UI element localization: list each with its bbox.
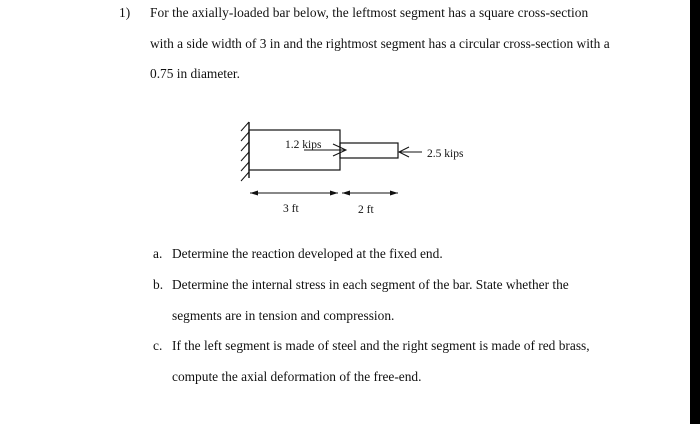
dim-arrow-left-end bbox=[330, 191, 338, 196]
dim-label-left: 3 ft bbox=[283, 203, 299, 215]
right-circular-segment bbox=[340, 143, 398, 158]
problem-line-2: with a side width of 3 in and the rightmost segment has a circular cross-section with a bbox=[150, 36, 610, 51]
dim-arrow-left-start bbox=[250, 191, 258, 196]
problem-line-3: 0.75 in diameter. bbox=[150, 66, 240, 81]
problem-number: 1) bbox=[119, 5, 131, 20]
question-b-label: b. bbox=[153, 277, 164, 292]
question-a-label: a. bbox=[153, 246, 163, 261]
window-edge bbox=[690, 0, 700, 424]
question-c-label: c. bbox=[153, 338, 163, 353]
question-b-line-1: Determine the internal stress in each segment of the bar. State whether the bbox=[172, 277, 569, 292]
dim-arrow-right-start bbox=[342, 191, 350, 196]
question-b-line-2: segments are in tension and compression. bbox=[172, 308, 395, 323]
question-c-line-1: If the left segment is made of steel and the right segment is made of red brass, bbox=[172, 338, 590, 353]
dim-arrow-right-end bbox=[390, 191, 398, 196]
dim-label-right: 2 ft bbox=[358, 204, 374, 216]
problem-line-1: For the axially-loaded bar below, the leftmost segment has a square cross-section bbox=[150, 5, 589, 20]
load-label-right: 2.5 kips bbox=[427, 148, 464, 160]
question-c-line-2: compute the axial deformation of the free-end. bbox=[172, 369, 422, 384]
question-a-line-1: Determine the reaction developed at the fixed end. bbox=[172, 246, 443, 261]
wall-hatching bbox=[241, 122, 249, 181]
load-label-left: 1.2 kips bbox=[285, 139, 322, 151]
